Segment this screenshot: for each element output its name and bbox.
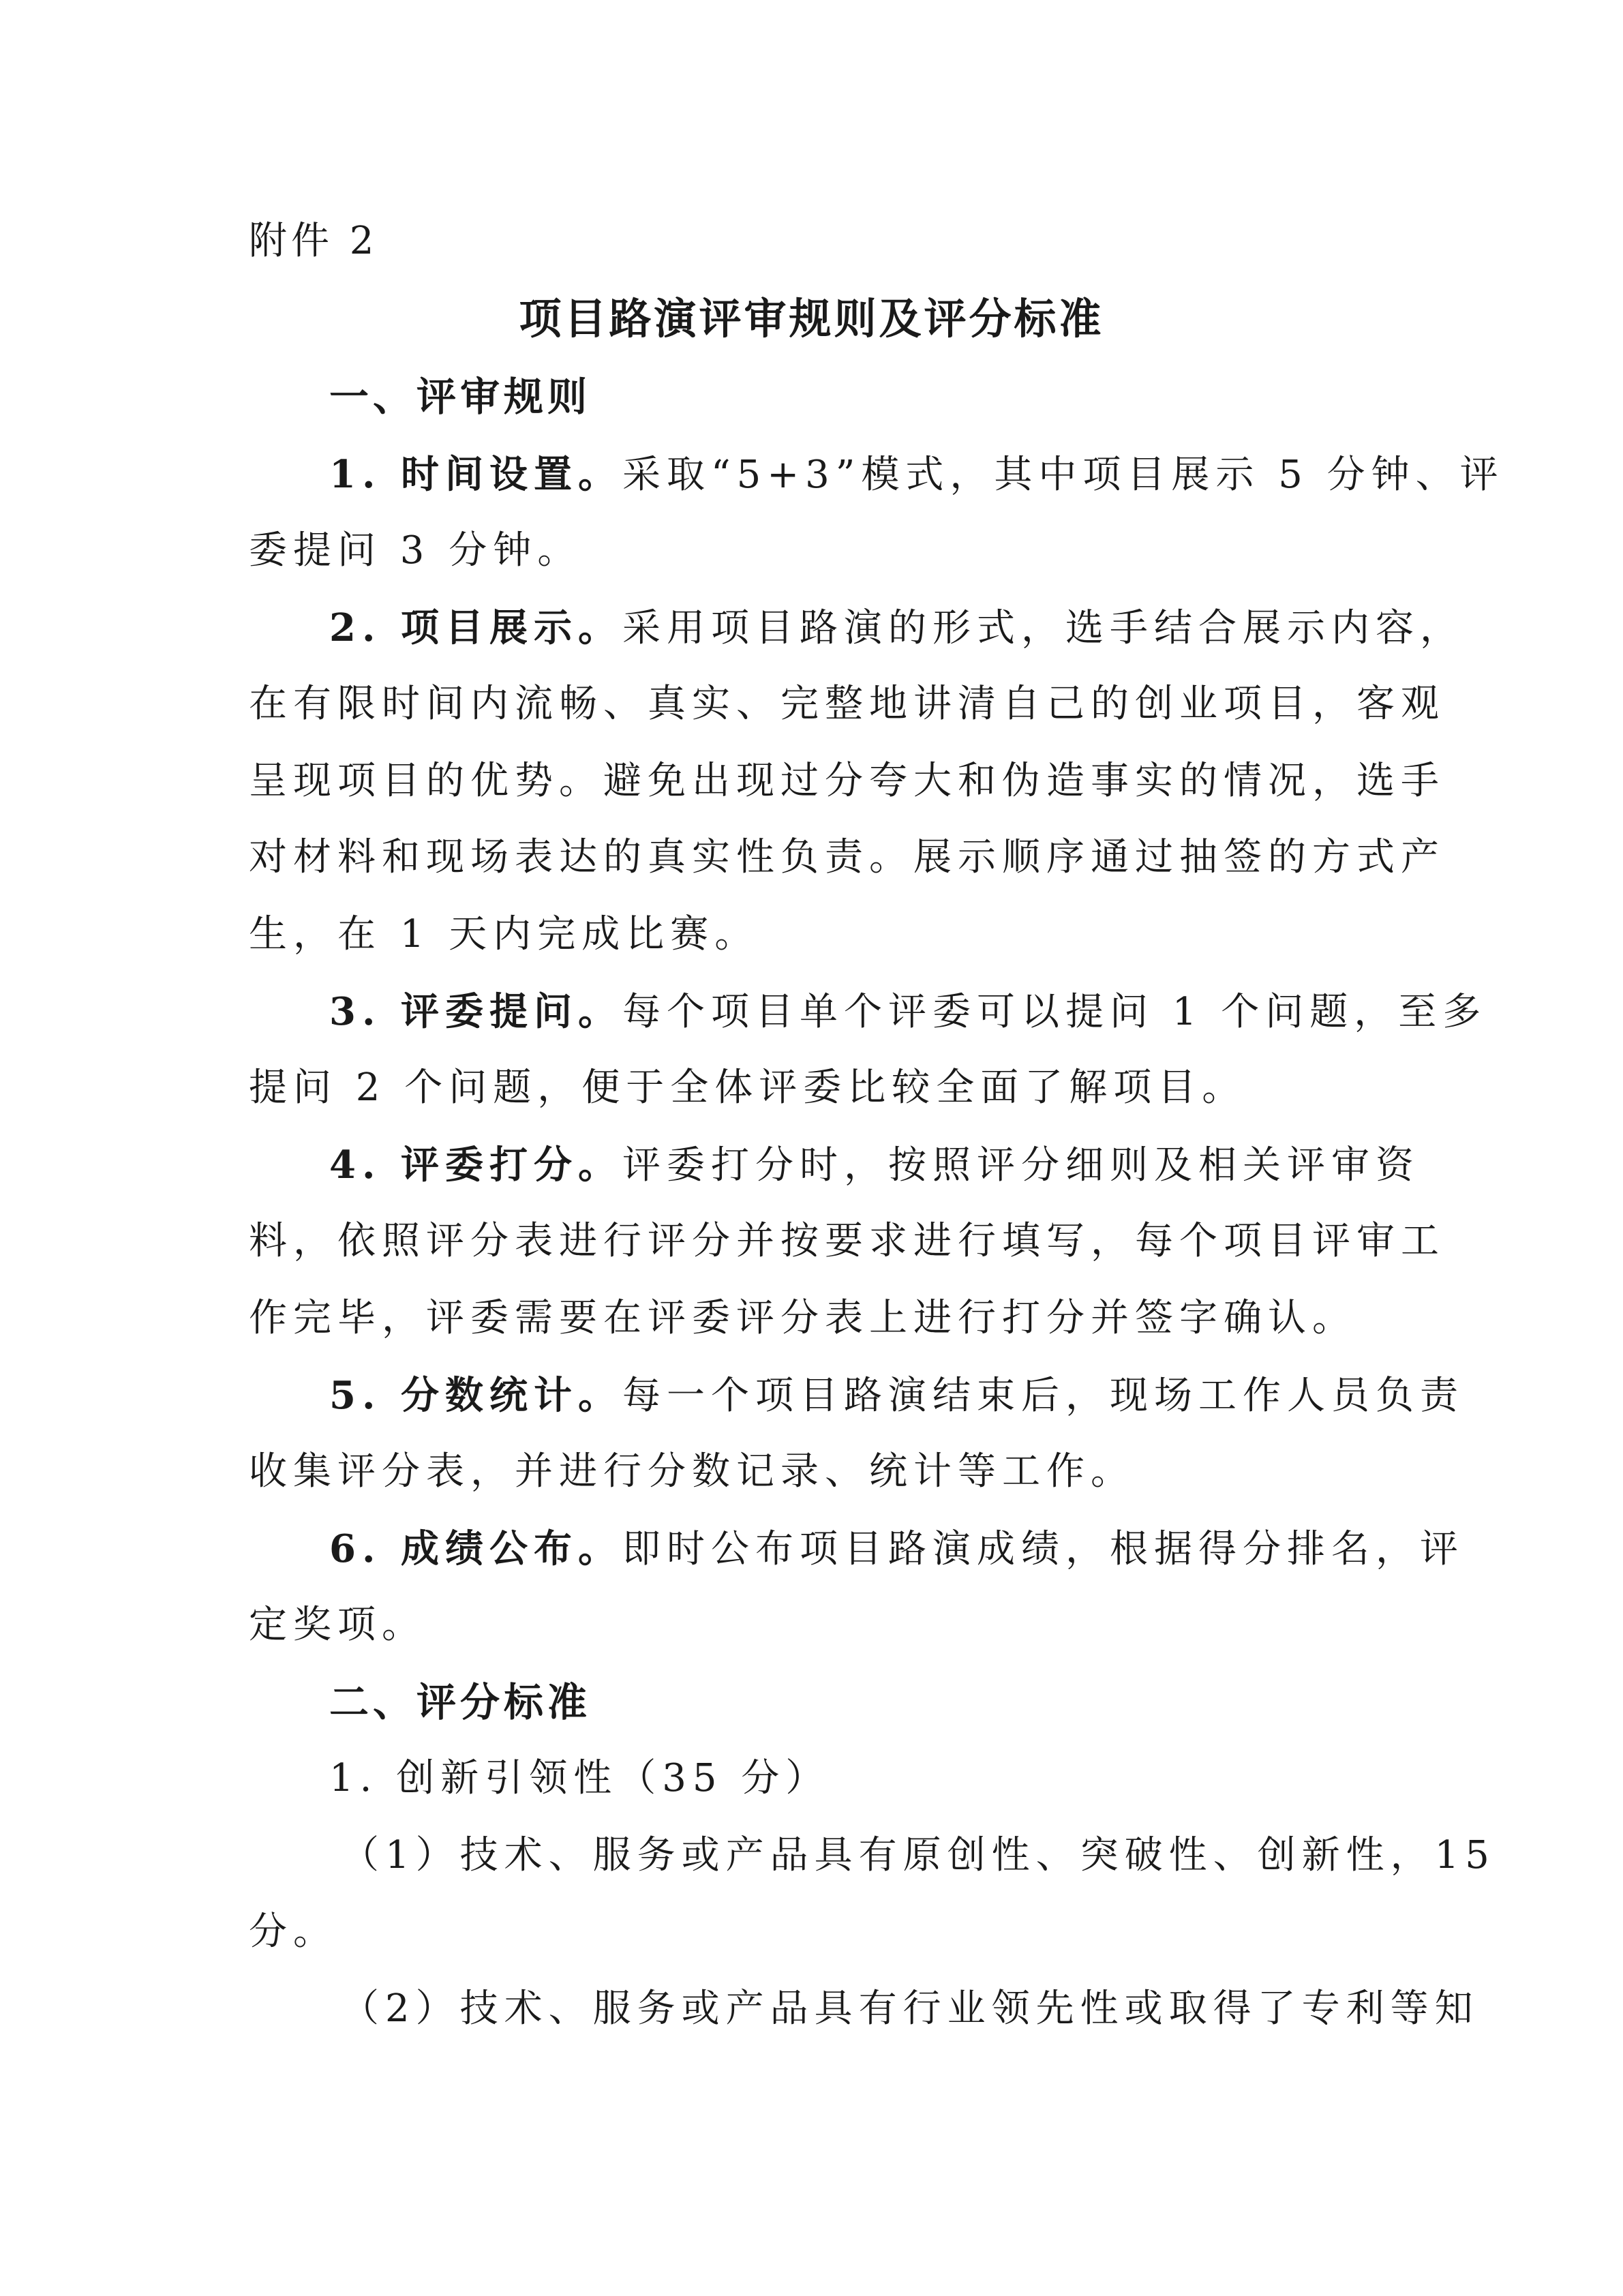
rule-item-first-line [329, 1371, 1464, 1421]
rule-item-first-line [329, 1524, 1464, 1574]
rule-item-lead: 1. 时间设置。 [329, 452, 622, 497]
rule-item-text: 评委打分时，按照评分细则及相关评审资 [622, 1143, 1420, 1188]
rule-item-line: 委提问 3 分钟。 [249, 528, 582, 573]
criteria-item-first-line: （1）技术、服务或产品具有原创性、突破性、创新性，15 [341, 1833, 1496, 1877]
rule-item-text: 每一个项目路演结束后，现场工作人员负责 [622, 1374, 1464, 1418]
rule-item-lead: 3. 评委提问。 [329, 989, 622, 1034]
rule-item-text: 采用项目路演的形式，选手结合展示内容， [622, 606, 1464, 650]
rule-item-lead: 6. 成绩公布。 [329, 1526, 622, 1571]
rule-item-line: 定奖项。 [249, 1603, 426, 1647]
rule-item-text: 即时公布项目路演成绩，根据得分排名，评 [622, 1527, 1464, 1571]
criteria-item-line: 分。 [249, 1909, 337, 1954]
rule-item-line: 呈现项目的优势。避免出现过分夸大和伪造事实的情况，选手 [249, 759, 1445, 803]
rule-item-first-line [329, 987, 1487, 1037]
criteria-subheading: 1. 创新引领性（35 分） [329, 1756, 830, 1800]
attachment-label: 附件 2 [249, 219, 378, 263]
rule-item-lead: 2. 项目展示。 [329, 605, 622, 650]
rule-item-line: 料，依照评分表进行评分并按要求进行填写，每个项目评审工 [249, 1219, 1445, 1263]
rule-item-first-line [329, 1141, 1420, 1190]
rule-item-line: 收集评分表，并进行分数记录、统计等工作。 [249, 1449, 1135, 1494]
page-title: 项目路演评审规则及评分标准 [519, 294, 1104, 344]
rule-item-first-line [329, 603, 1464, 653]
section-heading-rules: 一、评审规则 [329, 374, 592, 420]
rule-item-line: 对材料和现场表达的真实性负责。展示顺序通过抽签的方式产 [249, 835, 1445, 879]
criteria-item-first-line: （2）技术、服务或产品具有行业领先性或取得了专利等知 [341, 1987, 1479, 2031]
rule-item-text: 采取“5+3”模式，其中项目展示 5 分钟、评 [622, 453, 1504, 497]
section-heading-scoring: 二、评分标准 [329, 1679, 592, 1725]
rule-item-text: 每个项目单个评委可以提问 1 个问题，至多 [622, 990, 1487, 1034]
rule-item-line: 在有限时间内流畅、真实、完整地讲清自己的创业项目，客观 [249, 682, 1445, 726]
rule-item-lead: 4. 评委打分。 [329, 1143, 622, 1188]
rule-item-line: 提问 2 个问题，便于全体评委比较全面了解项目。 [249, 1066, 1247, 1110]
rule-item-lead: 5. 分数统计。 [329, 1373, 622, 1418]
rule-item-line: 作完毕，评委需要在评委评分表上进行打分并签字确认。 [249, 1296, 1356, 1340]
rule-item-first-line [329, 450, 1504, 500]
rule-item-line: 生，在 1 天内完成比赛。 [249, 912, 759, 956]
